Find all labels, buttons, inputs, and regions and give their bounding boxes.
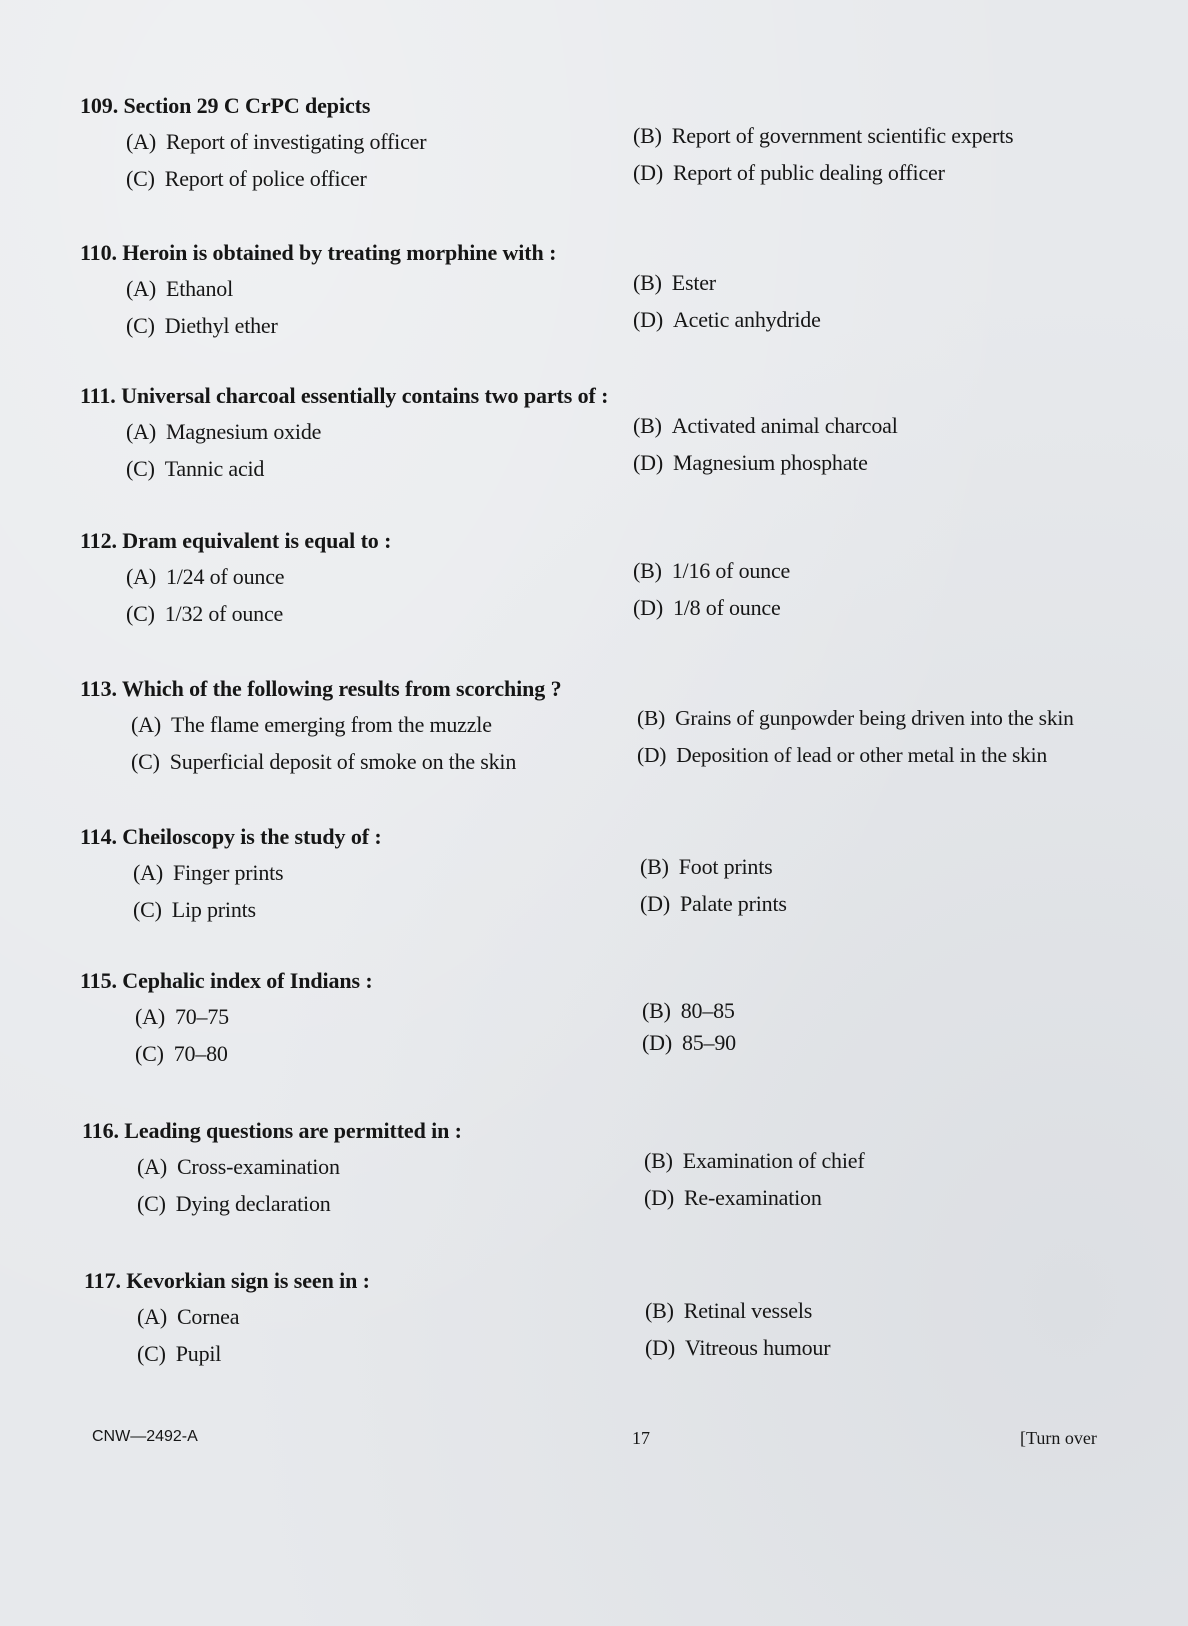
option-label: (D) [633,160,663,185]
option-text: Acetic anhydride [672,307,821,332]
option-b [640,854,773,880]
option-text: Finger prints [172,860,284,885]
option-text: Lip prints [171,897,256,922]
option-a [137,1304,239,1330]
option-text: Report of government scientific experts [671,123,1014,148]
option-text: Diethyl ether [164,313,278,338]
option-label: (C) [133,897,162,922]
option-label: (C) [126,313,155,338]
option-text: Dying declaration [175,1191,331,1216]
option-text: Ethanol [165,276,233,301]
option-a [126,419,321,445]
question-109 [0,93,1188,223]
option-d [637,743,1047,768]
option-text: Cross-examination [176,1154,340,1179]
option-d [633,595,781,621]
option-label: (C) [126,456,155,481]
option-b [633,558,790,584]
question-114 [0,824,1188,954]
option-label: (D) [633,595,663,620]
option-label: (B) [642,998,671,1023]
option-label: (A) [135,1004,165,1029]
option-text: Report of investigating officer [165,129,427,154]
option-d [640,891,787,917]
option-d [645,1335,830,1361]
option-label: (B) [644,1148,673,1173]
option-text: Tannic acid [164,456,265,481]
option-b [637,706,1074,731]
option-label: (B) [633,413,662,438]
question-112 [0,528,1188,658]
option-label: (A) [126,276,156,301]
option-a [126,129,426,155]
option-a [135,1004,229,1030]
option-label: (B) [640,854,669,879]
question-title: 116. Leading questions are permitted in : [82,1118,462,1143]
option-c [126,601,283,627]
turn-over-note: [Turn over [1020,1428,1097,1448]
option-b [642,998,735,1024]
option-label: (C) [137,1191,166,1216]
option-label: (D) [642,1030,672,1055]
option-a [133,860,283,886]
option-label: (C) [137,1341,166,1366]
option-d [633,450,868,476]
question-110 [0,240,1188,370]
option-label: (C) [126,166,155,191]
option-a [126,276,233,302]
question-title: 117. Kevorkian sign is seen in : [84,1268,370,1293]
option-label: (B) [633,270,662,295]
option-d [642,1030,736,1056]
option-text: 85–90 [681,1030,736,1055]
option-b [645,1298,812,1324]
option-d [644,1185,822,1211]
option-label: (D) [633,307,663,332]
option-text: 1/32 of ounce [164,601,284,626]
option-label: (C) [126,601,155,626]
option-text: 70–75 [174,1004,229,1029]
question-111 [0,383,1188,513]
option-label: (A) [126,419,156,444]
option-label: (B) [633,123,662,148]
option-a [131,712,492,738]
option-text: Vitreous humour [684,1335,831,1360]
option-label: (A) [131,712,161,737]
option-label: (A) [137,1154,167,1179]
option-text: Re-examination [683,1185,822,1210]
option-c [137,1191,331,1217]
question-117 [0,1268,1188,1398]
option-c [131,749,516,775]
option-label: (D) [633,450,663,475]
option-b [633,270,716,296]
question-113 [0,676,1188,806]
question-title: 112. Dram equivalent is equal to : [80,528,392,553]
option-text: Examination of chief [682,1148,865,1173]
page-number: 17 [632,1428,650,1448]
option-label: (B) [645,1298,674,1323]
option-c [133,897,256,923]
option-c [126,313,278,339]
option-text: Report of public dealing officer [672,160,945,185]
option-text: Deposition of lead or other metal in the skin [676,743,1047,767]
question-title: 114. Cheiloscopy is the study of : [80,824,382,849]
option-text: Retinal vessels [683,1298,813,1323]
option-text: Ester [671,270,716,295]
option-text: 1/24 of ounce [165,564,285,589]
option-text: Grains of gunpowder being driven into the skin [675,706,1074,730]
option-b [633,413,898,439]
option-label: (D) [645,1335,675,1360]
option-d [633,160,945,186]
option-label: (A) [133,860,163,885]
option-text: Report of police officer [164,166,367,191]
paper-code: CNW—2492-A [92,1428,198,1445]
option-text: Cornea [176,1304,240,1329]
question-title: 110. Heroin is obtained by treating morphine with : [80,240,557,265]
option-label: (B) [633,558,662,583]
option-text: 1/8 of ounce [672,595,781,620]
option-text: Magnesium oxide [165,419,322,444]
question-116 [0,1118,1188,1248]
question-115 [0,968,1188,1098]
option-text: The flame emerging from the muzzle [170,712,492,737]
option-label: (D) [637,743,667,767]
option-text: Activated animal charcoal [671,413,898,438]
option-label: (D) [640,891,670,916]
option-label: (D) [644,1185,674,1210]
option-c [126,166,367,192]
question-title: 115. Cephalic index of Indians : [80,968,373,993]
option-text: Superficial deposit of smoke on the skin [169,749,517,774]
option-d [633,307,821,333]
option-c [135,1041,228,1067]
option-text: 70–80 [173,1041,228,1066]
option-c [137,1341,221,1367]
option-label: (C) [131,749,160,774]
question-title: 113. Which of the following results from scorching ? [80,676,562,701]
option-label: (C) [135,1041,164,1066]
question-title: 109. Section 29 C CrPC depicts [80,93,371,118]
option-label: (A) [137,1304,167,1329]
option-text: Magnesium phosphate [672,450,868,475]
option-label: (A) [126,129,156,154]
option-text: 1/16 of ounce [671,558,791,583]
option-text: 80–85 [680,998,735,1023]
question-title: 111. Universal charcoal essentially contains two parts of : [80,383,609,408]
option-text: Pupil [175,1341,222,1366]
option-label: (A) [126,564,156,589]
option-text: Palate prints [679,891,787,916]
option-c [126,456,264,482]
option-b [644,1148,864,1174]
option-text: Foot prints [678,854,773,879]
option-b [633,123,1013,149]
option-a [126,564,284,590]
option-label: (B) [637,706,666,730]
option-a [137,1154,340,1180]
